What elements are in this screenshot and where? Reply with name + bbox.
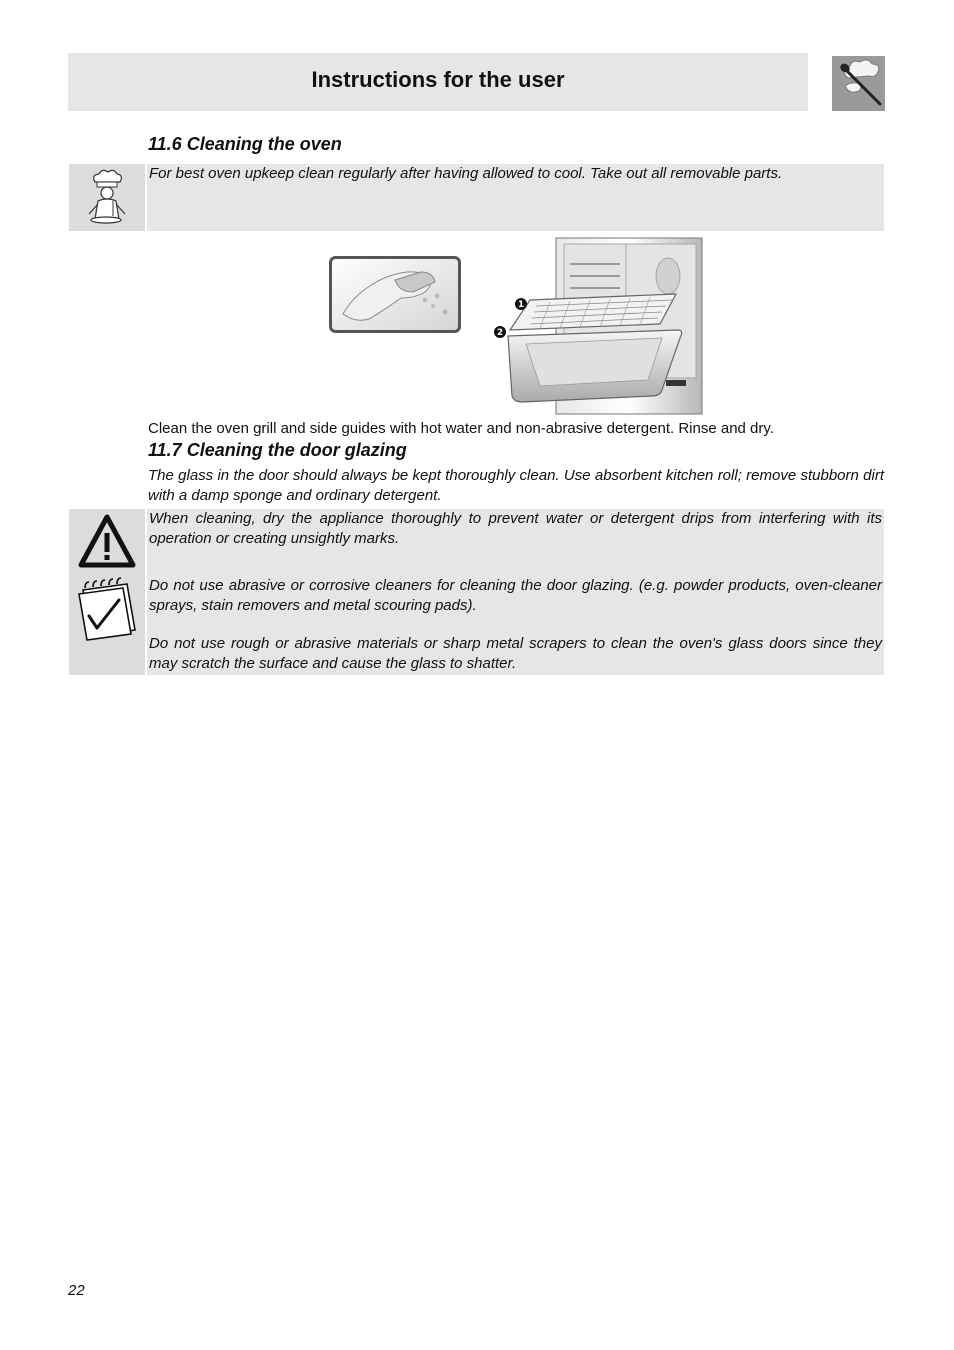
note-text: For best oven upkeep clean regularly after having allowed to cool. Take out all removable parts. — [149, 165, 783, 182]
note-box — [147, 164, 884, 231]
warning-text: When cleaning, dry the appliance thoroughly to prevent water or detergent drips from interfering with its operation or creating unsightly marks. — [149, 510, 882, 547]
callout-1: 1 — [517, 300, 525, 310]
note-box-2 — [147, 576, 884, 675]
callout-2: 2 — [496, 328, 504, 338]
body-text-grill: Clean the oven grill and side guides with hot water and non-abrasive detergent. Rinse and dry. — [148, 420, 774, 437]
page-number: 22 — [68, 1282, 85, 1299]
intro-text: The glass in the door should always be kept thoroughly clean. Use absorbent kitchen roll; remove stubborn dirt with a damp sponge and ordinary detergent. — [148, 467, 884, 504]
chef-icon — [69, 164, 145, 231]
warning-box — [147, 509, 884, 576]
notepad-check-icon — [69, 576, 145, 646]
chef-spoon-icon — [832, 56, 885, 111]
intro-text-block — [148, 466, 884, 505]
section-heading-11-6: 11.6 Cleaning the oven — [148, 134, 342, 154]
note-text-2: Do not use rough or abrasive materials or sharp metal scrapers to clean the oven's glass doors since they may scratch the surface and cause the glass to shatter. — [149, 635, 882, 672]
header-bar — [68, 53, 808, 111]
warning-triangle-icon — [69, 509, 145, 576]
warning-icon-cell — [69, 509, 145, 576]
section-heading-11-7: 11.7 Cleaning the door glazing — [148, 440, 407, 460]
note-icon-cell — [69, 164, 145, 231]
note-text-1: Do not use abrasive or corrosive cleaners for cleaning the door glazing. (e.g. powder products, oven-cleaner sprays, stain removers and metal scouring pads). — [149, 577, 882, 614]
page-title: Instructions for the user — [311, 67, 565, 92]
hand-sponge-illustration — [329, 256, 461, 333]
note-icon-cell-2 — [69, 576, 145, 675]
oven-interior-illustration — [490, 236, 705, 416]
